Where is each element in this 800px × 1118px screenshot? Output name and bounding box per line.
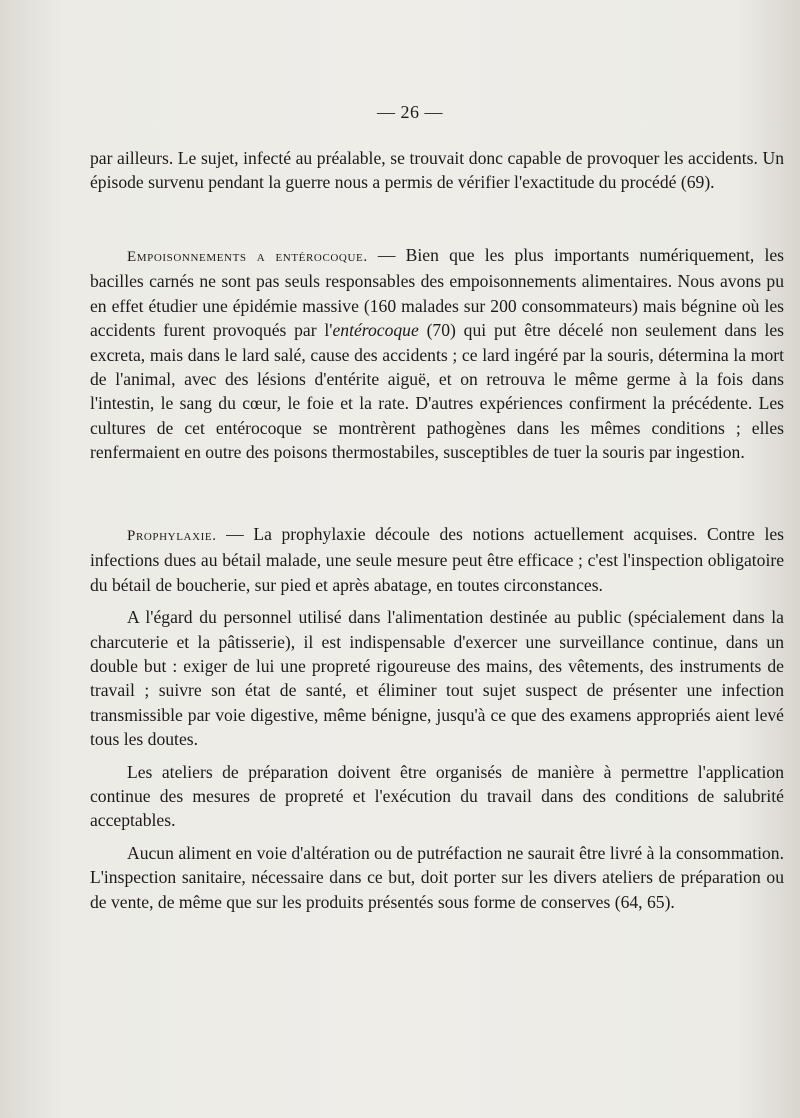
paragraph-intro-block [90,146,784,195]
paragraph-gap [90,752,784,760]
paragraph-personnel: A l'égard du personnel utilisé dans l'alimentation destinée au public (spécialement dans la charcuterie et la pâtisserie), il est indispensable d'exercer une surveillance continue, dans un double but : exiger de lui une propreté rigoureuse des mains, des vêtements, des instruments de travail ; suivre son état de santé, et éliminer tout sujet suspect de présenter une infection transmissible par voie digestive, même bénigne, jusqu'à ce que des examens appropriés aient levé tous les doutes. [90,607,784,750]
page-number: — 26 — [377,102,443,122]
paragraph-ateliers: Les ateliers de préparation doivent être organisés de manière à permettre l'application continue des mesures de propreté et l'exécution du travail dans des conditions de salubrité acceptables. [90,761,784,831]
paragraph-enterocoque-text-b: (70) qui put être décelé non seulement dans les excreta, mais dans le lard salé, cause des accidents ; ce lard ingéré par la souris, détermina la mort de l'animal, avec des lésions d'entérite aiguë, et on retrouva le même germe à la fois dans l'intestin, le sang du cœur, le foie et la rate. D'autres expériences confirment la précédente. Les cultures de cet entérocoque se montrèrent pathogènes dans les mêmes conditions ; elles renfermaient en outre des poisons thermostabiles, susceptibles de tuer la souris par ingestion. [90,320,784,463]
paragraph-aliment: Aucun aliment en voie d'altération ou de putréfaction ne saurait être livré à la consommation. L'inspection sanitaire, nécessaire dans ce but, doit porter sur les divers ateliers de préparation ou de vente, de même que sur les produits présentés sous forme de conserves (64, 65). [90,842,784,912]
prophylaxie-block [90,522,784,914]
section-heading-enterocoque: Empoisonnements a entérocoque. [127,249,368,265]
paragraph-prophylaxie [90,522,784,597]
paragraph-enterocoque-block [90,243,784,465]
paragraph-enterocoque [90,243,784,465]
paragraph-enterocoque-text-a: — Bien que les plus importants numériquement, les bacilles carnés ne sont pas seuls responsables des empoisonnements alimentaires. Nous avons pu en effet étudier une épidémie massive (160 malades sur 200 consommateurs) mais bégnine où les accidents furent provoqués par l' [90,245,784,341]
paragraph-prophylaxie-text: — La prophylaxie découle des notions actuellement acquises. Contre les infections dues au bétail malade, une seule mesure peut être efficace ; c'est l'inspection obligatoire du bétail de boucherie, sur pied et après abatage, en toutes circonstances. [90,524,784,595]
paragraph-gap [90,597,784,605]
paragraph-intro: par ailleurs. Le sujet, infecté au préalable, se trouvait donc capable de provoquer les accidents. Un épisode survenu pendant la guerre nous a permis de vérifier l'exactitude du procédé (69). [90,148,784,193]
paragraph-enterocoque-italic: entérocoque [332,320,419,341]
paragraph-gap [90,833,784,841]
section-heading-prophylaxie: Prophylaxie. [127,528,217,544]
